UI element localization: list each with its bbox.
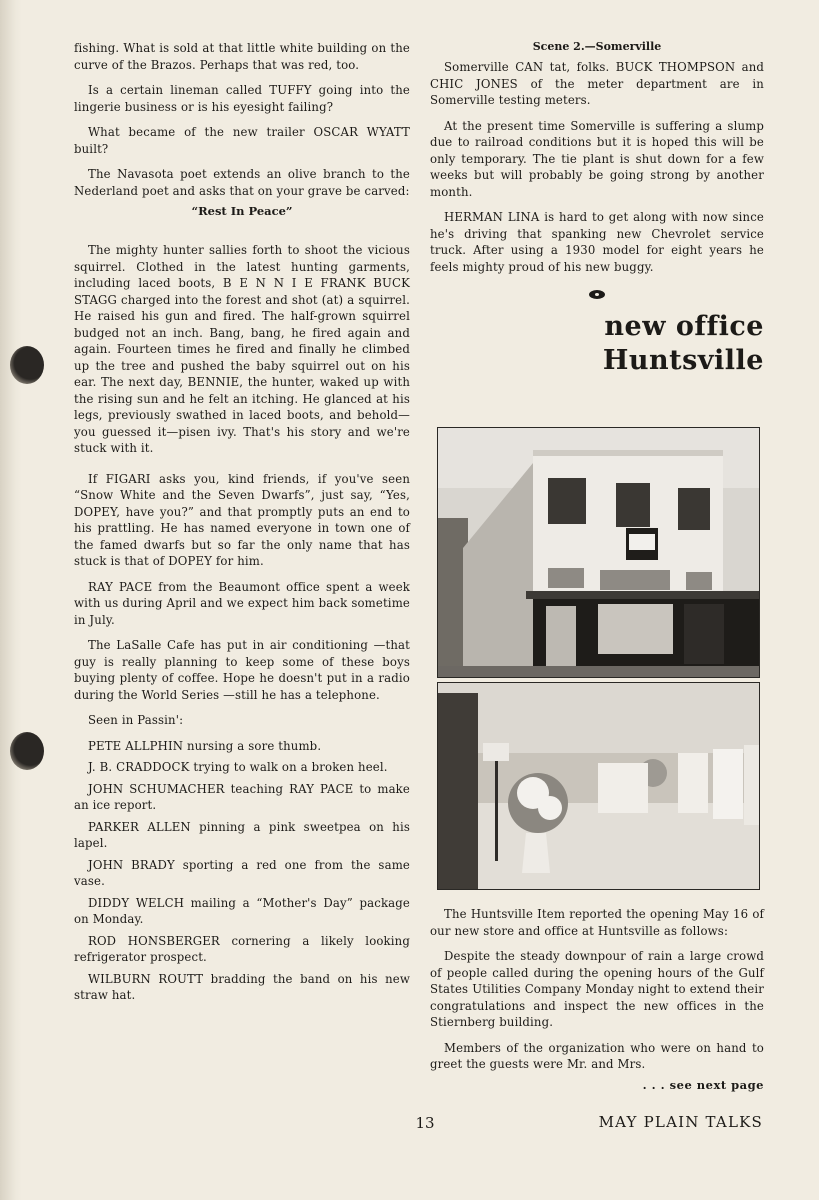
epitaph-line: “Rest In Peace” [191,204,293,218]
left-column [74,40,410,1009]
binder-hole-bottom [10,732,44,770]
page-number: 13 [415,1114,435,1132]
right-column [430,40,764,378]
huntsville-article [430,906,764,1092]
binder-hole-top [10,346,44,384]
publication-title: MAY PLAIN TALKS [598,1113,763,1131]
article-paragraph-2: Despite the steady downpour of rain a large crowd of people called during the opening hours of the Gulf States Utilities Company Monday night to extend their congratulations and inspect the new offices in the Stiernberg building. [430,949,764,1029]
seen-in-passin-heading: Seen in Passin': [88,713,184,727]
article-paragraph-3: Members of the organization who were on hand to greet the guests were Mr. and Mrs. [430,1040,764,1071]
seen-item: ROD HONSBERGER cornering a likely looking refrigerator prospect. [74,933,410,964]
left-paragraph-1: fishing. What is sold at that little white building on the curve of the Brazos. Perhaps that was red, too. [74,41,410,72]
page-binding-edge [0,0,22,1200]
seen-item: PETE ALLPHIN nursing a sore thumb. [88,738,322,753]
headline-line-1: new office [604,311,764,342]
seen-item: PARKER ALLEN pinning a pink sweetpea on his lapel. [74,819,410,850]
see-next-page-link: . . . see next page [642,1077,764,1092]
ornament-icon [589,290,605,299]
building-exterior-image [438,428,759,677]
left-paragraph-3: What became of the new trailer OSCAR WYATT built? [74,125,410,156]
seen-item: WILBURN ROUTT bradding the band on his new straw hat. [74,971,410,1002]
somerville-paragraph-1: Somerville CAN tat, folks. BUCK THOMPSON and CHIC JONES of the meter department are in Somerville testing meters. [430,60,764,107]
seen-item: JOHN BRADY sporting a red one from the same vase. [74,857,410,888]
store-interior-image [438,683,759,889]
scene-title: Scene 2.—Somerville [532,40,662,53]
article-paragraph-1: The Huntsville Item reported the opening May 16 of our new store and office at Huntsville as follows: [430,907,764,938]
section-headline [430,310,764,378]
somerville-paragraph-3: HERMAN LINA is hard to get along with now since he's driving that spanking new Chevrolet service truck. After using a 1930 model for eight years he feels mighty proud of his new buggy. [430,210,764,274]
seen-item: JOHN SCHUMACHER teaching RAY PACE to make an ice report. [74,781,410,812]
headline-line-2: Huntsville [602,345,764,376]
lasalle-cafe-paragraph: The LaSalle Cafe has put in air conditioning —that guy is really planning to keep some of these boys buying plenty of coffee. Hope he doesn't put in a radio during the World Series —still he has a telephone. [74,638,410,702]
somerville-paragraph-2: At the present time Somerville is suffering a slump due to railroad conditions but it is hoped this will be only temporary. The tie plant is shut down for a few weeks but will probably be going strong by another month. [430,118,764,199]
ray-pace-paragraph: RAY PACE from the Beaumont office spent a week with us during April and we expect him back sometime in July. [74,579,410,627]
office-exterior-photo [437,427,760,678]
seen-item: J. B. CRADDOCK trying to walk on a broken heel. [88,760,388,774]
left-paragraph-2: Is a certain lineman called TUFFY going into the lingerie business or is his eyesight failing? [74,83,410,114]
left-paragraph-4: The Navasota poet extends an olive branch to the Nederland poet and asks that on your grave be carved: [74,167,410,198]
squirrel-story-paragraph: The mighty hunter sallies forth to shoot the vicious squirrel. Clothed in the latest hunting garments, including laced boots, B E N N I E FRANK BUCK STAGG charged into the forest and shot (at) a squirrel. He raised his gun and fired. The half-grown squirrel budged not an inch. Bang, bang, he fired again and again. Fourteen times he fired and finally he climbed up the tree and pushed the baby squirrel out on his ear. The next day, BENNIE, the hunter, waked up with the rising sun and he felt an itching. He glanced at his legs, previously swathed in laced boots, and behold—you guessed it—pisen ivy. That's his story and we're stuck with it. [74,243,410,455]
section-ornament [430,284,764,300]
seen-item: DIDDY WELCH mailing a “Mother's Day” package on Monday. [74,895,410,926]
office-interior-photo [437,682,760,890]
figari-paragraph: If FIGARI asks you, kind friends, if you've seen “Snow White and the Seven Dwarfs”, just say, “Yes, DOPEY, have you?” and that promptly puts an end to his prattling. He has named everyone in town one of the famed dwarfs but so far the only name that has stuck is that of DOPEY for him. [74,471,410,568]
